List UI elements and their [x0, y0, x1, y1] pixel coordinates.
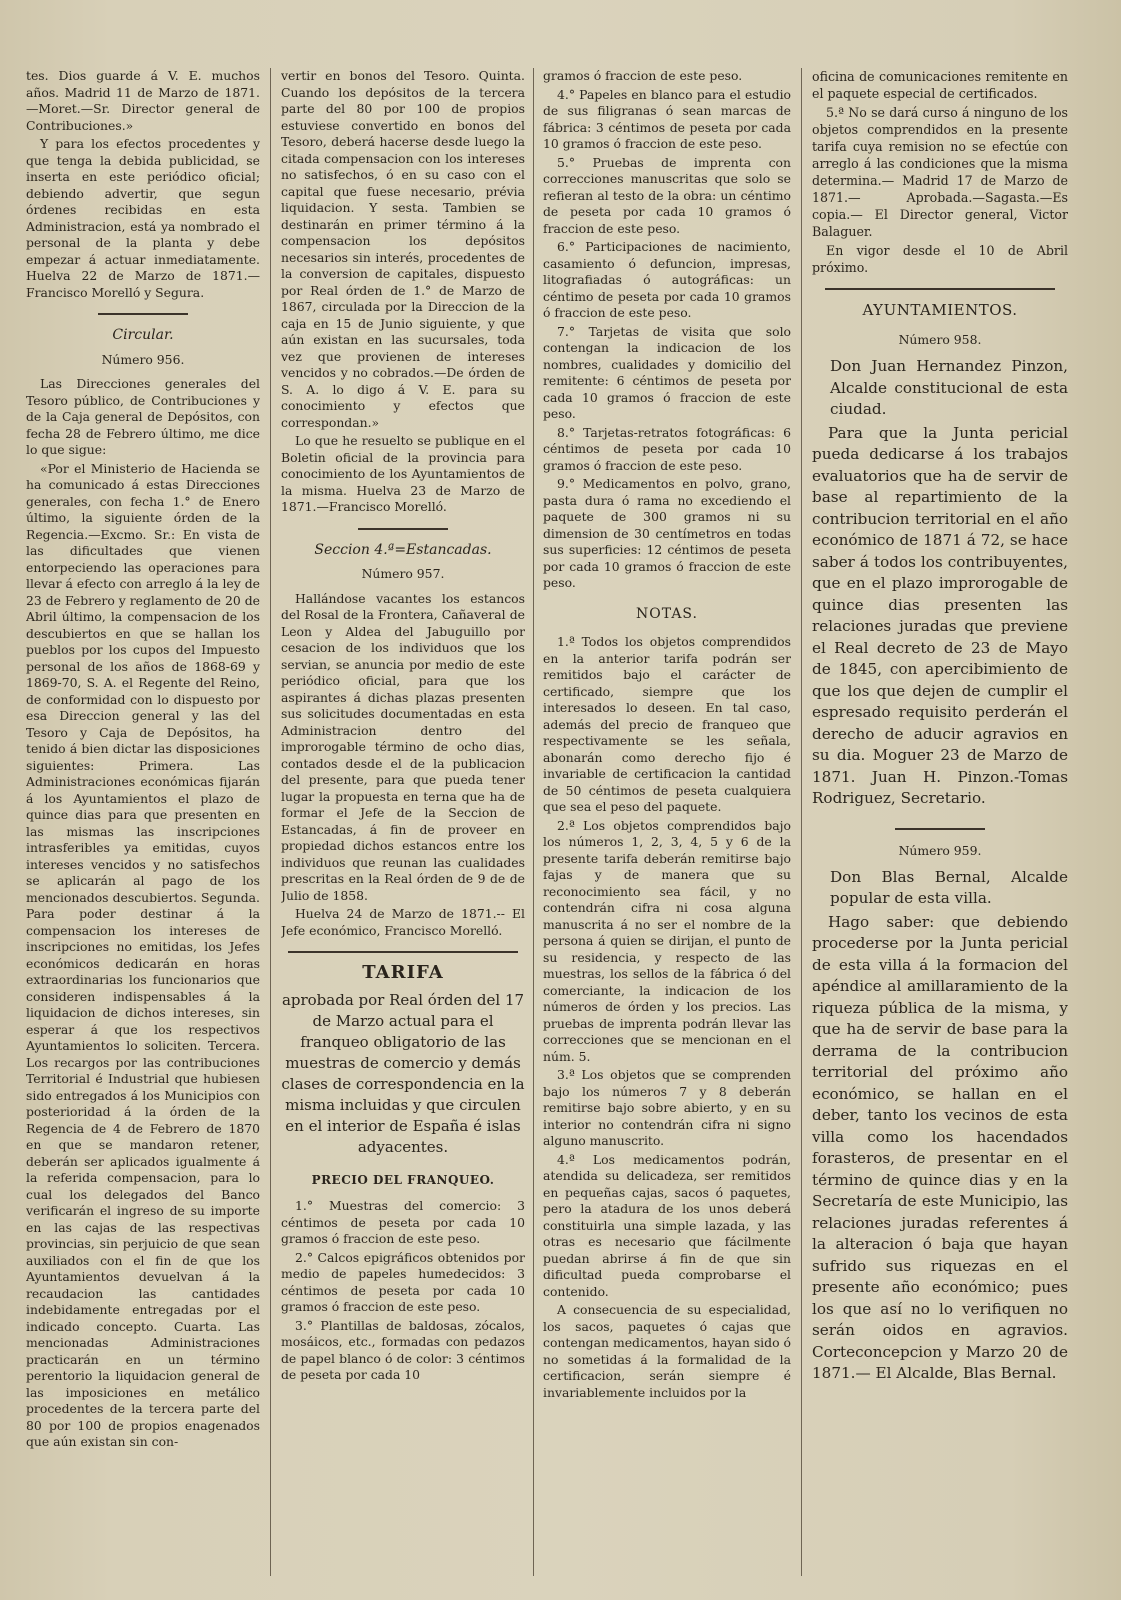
paragraph: gramos ó fraccion de este peso. [543, 68, 743, 83]
paragraph: tes. Dios guarde á V. E. muchos años. Madrid 11 de Marzo de 1871. —Moret.—Sr. Director general de Contribuciones.» [26, 68, 260, 133]
circular-title: Circular. [112, 327, 174, 343]
paragraph: Y para los efectos procedentes y que tenga la debida publicidad, se inserta en este periódico oficial; debiendo advertir, que segun órdenes recibidas en esta Administracion, está ya nombrado el personal de la planta y debe empezar á actuar inmediatamente. Huelva 22 de Marzo de 1871.—Francisco Morelló y Segura. [26, 136, 260, 300]
tariff-item: 8.° Tarjetas-retratos fotográficas: 6 céntimos de peseta por cada 10 gramos ó fraccion de este peso. [543, 424, 791, 473]
tarifa-title: TARIFA [362, 962, 444, 983]
column-divider [533, 68, 534, 1576]
note-item: 1.ª Todos los objetos comprendidos en la anterior tarifa podrán ser remitidos bajo el carácter de certificado, siempre que los interesados lo deseen. En tal caso, además del precio de franqueo que respectivamente se les señala, abonarán como derecho fijo é invariable de certificacion la cantidad de 50 céntimos de peseta cualquiera que sea el peso del paquete. [543, 634, 791, 814]
divider [98, 313, 188, 315]
divider [825, 288, 1055, 290]
paragraph: vertir en bonos del Tesoro. Quinta. Cuando los depósitos de la tercera parte del 80 por 100 de propios estuviese convertido en bonos del Tesoro, deberá hacerse desde luego la citada compensacion con los intereses no satisfechos, ó en su caso con el capital que fuese necesario, prévia liquidacion. Y sesta. Tambien se destinarán en primer término á la compensacion los depósitos necesarios sin interés, procedentes de la conversion de capitales, dispuesto por Real órden de 1.° de Marzo de 1867, circulada por la Direccion de la caja en 15 de Junio siguiente, y que aún existan en las sucursales, toda vez que provienen de intereses vencidos y no cobrados.—De órden de S. A. lo digo á V. E. para su conocimiento y efectos que correspondan.» [281, 68, 525, 430]
tariff-item: 7.° Tarjetas de visita que solo contengan la indicacion de los nombres, cualidades y domicilio del remitente: 6 céntimos de peseta por cada 10 gramos ó fraccion de este peso. [543, 323, 791, 421]
notice-number: Número 956. [101, 351, 185, 367]
tariff-item: 4.° Papeles en blanco para el estudio de sus filigranas ó sean marcas de fábrica: 3 céntimos de peseta por cada 10 gramos ó fraccion de este peso. [543, 86, 791, 151]
paragraph: Hallándose vacantes los estancos del Rosal de la Frontera, Cañaveral de Leon y Aldea del Jabuguillo por cesacion de los individuos que los servian, se anuncia por medio de este periódico oficial, para que los aspirantes á dichas plazas presenten sus solicitudes documentadas en esta Administracion dentro del improrogable término de ocho dias, contados desde el de la publicacion del presente, para que pueda tener lugar la propuesta en terna que ha de formar el Jefe de la Seccion de Estancadas, á fin de proveer en propiedad dichos estancos entre los individuos que reunan las cualidades prescritas en la Real órden de 9 de de Julio de 1858. [281, 590, 525, 903]
tariff-item: 3.° Plantillas de baldosas, zócalos, mosáicos, etc., formadas con pedazos de papel blanco ó de color: 3 céntimos de peseta por cada 10 [281, 1317, 525, 1382]
note-item: 2.ª Los objetos comprendidos bajo los números 1, 2, 3, 4, 5 y 6 de la presente tarifa deberán remitirse bajo fajas y de manera que su reconocimiento sea fácil, y no contendrán cifra ni cosa alguna manuscrita á no ser el nombre de la persona á quien se dirijan, el punto de su residencia, y respecto de las muestras, los sellos de la fábrica ó del comerciante, la indicacion de los números de órden y los precios. Las pruebas de imprenta podrán llevar las correcciones que se mencionan en el núm. 5. [543, 817, 791, 1064]
notice-number: Número 957. [361, 566, 445, 581]
note-item: 3.ª Los objetos que se comprenden bajo los números 7 y 8 deberán remitirse bajo sobre abierto, y en su interior no contendrán cifra ni signo alguno manuscrito. [543, 1067, 791, 1148]
note-item: A consecuencia de su especialidad, los sacos, paquetes ó cajas que contengan medicamentos, hayan sido ó no sometidas á la formalidad de la certificacion, serán siempre é invariablemente incluidos por la [543, 1302, 791, 1400]
tariff-item: 9.° Medicamentos en polvo, grano, pasta dura ó rama no excediendo el paquete de 300 gramos ni su dimension de 30 centímetros en todas sus superficies: 12 céntimos de peseta por cada 10 gramos ó fraccion de este peso. [543, 476, 791, 590]
notes-heading: NOTAS. [636, 605, 698, 622]
tarifa-description: aprobada por Real órden del 17 de Marzo actual para el franqueo obligatorio de las muestras de comercio y demás clases de correspondencia en la misma incluidas y que circulen en el interior de España é islas adyacentes. [281, 990, 525, 1156]
divider [288, 951, 518, 953]
edict-heading: Don Blas Bernal, Alcalde popular de esta villa. [830, 867, 1068, 907]
column-4 [812, 68, 1068, 1580]
price-heading: PRECIO DEL FRANQUEO. [311, 1172, 495, 1187]
paragraph: «Por el Ministerio de Hacienda se ha comunicado á estas Direcciones generales, con fecha 1.° de Enero último, la siguiente órden de la Regencia.—Excmo. Sr.: En vista de las dificultades que vienen entorpeciendo las operaciones para llevar á efecto con arreglo á la ley de 23 de Febrero y reglamento de 20 de Abril último, la compensacion de los descubiertos en que se hallan los pueblos por los cupos del Impuesto personal de los años de 1868-69 y 1869-70, S. A. el Regente del Reino, de conformidad con lo dispuesto por esa Direccion general y las del Tesoro y Caja de Depósitos, ha tenido á bien dictar las disposiciones siguientes: Primera. Las Administraciones económicas fijarán á los Ayuntamientos el plazo de quince dias para que presenten en las mismas las inscripciones intrasferibles ya emitidas, cuyos intereses vencidos y no satisfechos se aplicarán al pago de los mencionados descubiertos. Segunda. Para poder destinar á la compensacion los intereses de inscripciones no emitidas, los Jefes económicos dedicarán en horas extraordinarias los funcionarios que consideren indispensables á la liquidacion de dichos intereses, sin esperar á que los respectivos Ayuntamientos lo soliciten. Tercera. Los recargos por las contribuciones Territorial é Industrial que hubiesen sido entregados á los Municipios con posterioridad á la órden de la Regencia de 4 de Febrero de 1870 en que se mandaron retener, deberán ser aplicados igualmente á la referida compensacion, para lo cual los delegados del Banco verificarán el ingreso de su importe en las cajas de las respectivas provincias, sin perjuicio de que sean auxiliados con el fin de que los Ayuntamientos devuelvan á la recaudacion las cantidades indebidamente entregadas por el indicado concepto. Cuarta. Las mencionadas Administraciones practicarán en un término perentorio la liquidacion general de las imposiciones en metálico procedentes de la tercera parte del 80 por 100 de propios enagenados que aún existan sin con- [26, 460, 260, 1449]
column-3 [543, 68, 791, 1580]
divider [895, 828, 985, 830]
edict-body: Hago saber: que debiendo procederse por la Junta pericial de esta villa á la formacion del apéndice al amillaramiento de la riqueza pública de la misma, y que ha de servir de base para la derrama de la contribucion territorial del próximo año económico, se hallan en el deber, tanto los vecinos de esta villa como los hacendados forasteros, de presentar en el término de quince dias y en la Secretaría de este Municipio, las relaciones juradas referentes á la alteracion ó baja que hayan sufrido sus riquezas en el presente año económico; pues los que así no lo verifiquen no serán oidos en agravios. Corteconcepcion y Marzo 20 de 1871.— El Alcalde, Blas Bernal. [812, 912, 1068, 1382]
tariff-item: 6.° Participaciones de nacimiento, casamiento ó defuncion, impresas, litografiadas ó autográficas: un céntimo de peseta por cada 10 gramos ó fraccion de este peso. [543, 239, 791, 320]
paragraph: Huelva 24 de Marzo de 1871.-- El Jefe económico, Francisco Morelló. [281, 906, 525, 938]
column-1 [26, 68, 260, 1580]
column-2 [281, 68, 525, 1580]
edict-body: Para que la Junta pericial pueda dedicarse á los trabajos evaluatorios que ha de servir de base al repartimiento de la contribucion territorial en el año económico de 1871 á 72, se hace saber á todos los contribuyentes, que en el plazo improrogable de quince dias presenten las relaciones juradas que previene el Real decreto de 23 de Mayo de 1845, con apercibimiento de que los que dejen de cumplir el espresado requisito perderán el derecho de aducir agravios en su dia. Moguer 23 de Marzo de 1871. Juan H. Pinzon.-Tomas Rodriguez, Secretario. [812, 423, 1068, 807]
section-title: Seccion 4.ª=Estancadas. [314, 541, 492, 558]
edict-heading: Don Juan Hernandez Pinzon, Alcalde constitucional de esta ciudad. [830, 357, 1068, 418]
column-divider [270, 68, 271, 1576]
note-item: 4.ª Los medicamentos podrán, atendida su delicadeza, ser remitidos en pequeñas cajas, sacos ó paquetes, pero la atadura de los unos deberá constituirla una simple lazada, y las otras es necesario que fácilmente puedan abrirse á fin de que sin dificultad pueda comprobarse el contenido. [543, 1151, 791, 1299]
paragraph: En vigor desde el 10 de Abril próximo. [812, 243, 1068, 275]
tariff-item: 1.° Muestras del comercio: 3 céntimos de peseta por cada 10 gramos ó fraccion de este peso. [281, 1198, 525, 1246]
column-divider [801, 68, 802, 1576]
tariff-item: 5.° Pruebas de imprenta con correcciones manuscritas que solo se refieran al testo de la obra: un céntimo de peseta por cada 10 gramos ó fraccion de este peso. [543, 154, 791, 236]
notice-number: Número 958. [898, 332, 982, 347]
paragraph: oficina de comunicaciones remitente en el paquete especial de certificados. [812, 69, 1068, 101]
paragraph: Lo que he resuelto se publique en el Boletin oficial de la provincia para conocimiento de los Ayuntamientos de la misma. Huelva 23 de Marzo de 1871.—Francisco Morelló. [281, 433, 525, 514]
tariff-item: 2.° Calcos epigráficos obtenidos por medio de papeles humedecidos: 3 céntimos de peseta por cada 10 gramos ó fraccion de este peso. [281, 1249, 525, 1314]
paragraph: Las Direcciones generales del Tesoro público, de Contribuciones y de la Caja general de Depósitos, con fecha 28 de Febrero último, me dice lo que sigue: [26, 376, 260, 457]
divider [358, 528, 448, 530]
note-item: 5.ª No se dará curso á ninguno de los objetos comprendidos en la presente tarifa cuya remision no se efectúe con arreglo á las condiciones que la misma determina.— Madrid 17 de Marzo de 1871.— Aprobada.—Sagasta.—Es copia.— El Director general, Victor Balaguer. [812, 105, 1068, 239]
ayuntamientos-heading: AYUNTAMIENTOS. [862, 301, 1018, 319]
notice-number: Número 959. [898, 842, 982, 858]
